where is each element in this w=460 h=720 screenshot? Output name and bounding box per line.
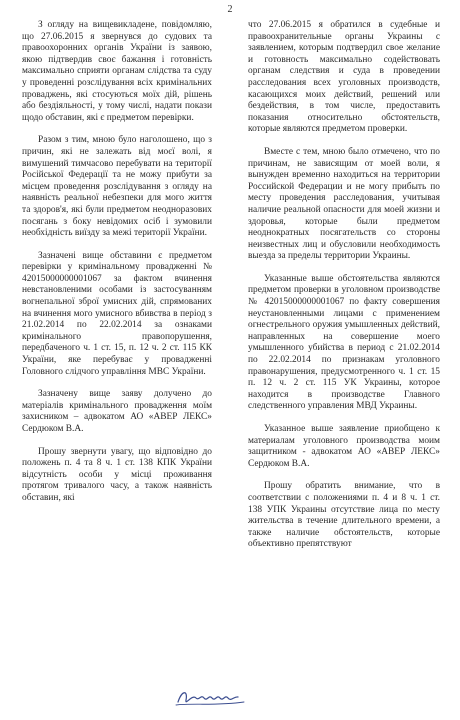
paragraph-ru-1: что 27.06.2015 я обратился в судебные и правоохранительные органы Украины с заявлением, которым подтвердил свое желание и готовность максимально содействовать органам следствия и суда в проведении расследования всех уголовных производств, касающихся моих действий, решений или бездействия, в том числе, предоставить показания относительно обстоятельств, которые являются предметом проверки. [248, 20, 440, 135]
russian-column [248, 20, 440, 562]
paragraph-ua-2: Разом з тим, мною було наголошено, що з причин, які не залежать від моєї волі, я вимушений тимчасово перебувати на території Російської Федерації та не можу прибути за місцем проведення розслідування з огляду на наявність реальної небезпеки для мого життя та здоров'я, які були предметом неодноразових посягань з боку невідомих осіб і зумовили необхідність виїзду за межі території України. [22, 135, 212, 239]
paragraph-ua-3: Зазначені вище обставини є предметом перевірки у кримінальному провадженні № 42015000000001067 за фактом вчинення невстановленими особами із застосуванням вогнепальної зброї умисних дій, спрямованих на вчинення мого умисного вбивства в період з 21.02.2014 по 22.02.2014 за ознаками кримінального правопорушення, передбаченого ч. 1 ст. 15, п. 12 ч. 2 ст. 115 КК України, яке перебуває у провадженні Головного слідчого управління МВС України. [22, 250, 212, 377]
paragraph-ru-3: Указанные выше обстоятельства являются предметом проверки в уголовном производстве № 42015000000001067 по факту совершения неустановленными лицами с применением огнестрельного оружия умышленных действий, направленных на совершение моего умышленного убийства в период с 21.02.2014 по 22.02.2014 по признакам уголовного правонарушения, предусмотренного ч. 1 ст. 15 п. 12 ч. 2 ст. 115 УК Украины, которое находится в производстве Главного следственного управления МВД Украины. [248, 273, 440, 412]
paragraph-ru-4: Указанное выше заявление приобщено к материалам уголовного производства моим защитником - адвокатом АО «АВЕР ЛЕКС» Сердюком В.А. [248, 424, 440, 469]
signature-icon [172, 682, 252, 712]
paragraph-ua-4: Зазначену вище заяву долучено до матеріалів кримінального провадження моїм захисником – адвокатом АО «АВЕР ЛЕКС» Сердюком В.А. [22, 389, 212, 434]
page-number: 2 [227, 4, 233, 15]
ukrainian-column [22, 20, 212, 516]
paragraph-ru-5: Прошу обратить внимание, что в соответствии с положениями п. 4 и 8 ч. 1 ст. 138 УПК Украины отсутствие лица по месту жительства в течение длительного времени, а также наличие обстоятельств, которые объективно препятствуют [248, 481, 440, 550]
paragraph-ua-1: З огляду на вищевикладене, повідомляю, що 27.06.2015 я звернувся до судових та правоохоронних органів України із заявою, якою підтвердив своє бажання і готовність максимально сприяти органам слідства та суду у проведенні розслідування всіх кримінальних проваджень, які стосуються моїх дій, рішень або бездіяльності, у тому числі, надати покази щодо обставин, які є предметом перевірки. [22, 20, 212, 123]
paragraph-ru-2: Вместе с тем, мною было отмечено, что по причинам, не зависящим от моей воли, я вынужден временно находиться на территории Российской Федерации и не могу прибыть по месту проведения расследования, учитывая наличие реальной опасности для моей жизни и здоровья, которые были предметом неоднократных посягательств со стороны неизвестных лиц и обусловили необходимость выезда за пределы территории Украины. [248, 146, 440, 262]
paragraph-ua-5: Прошу звернути увагу, що відповідно до положень п. 4 та 8 ч. 1 ст. 138 КПК України відсутність особи у місці проживання протягом тривалого часу, а також наявність обставин, які [22, 446, 212, 503]
